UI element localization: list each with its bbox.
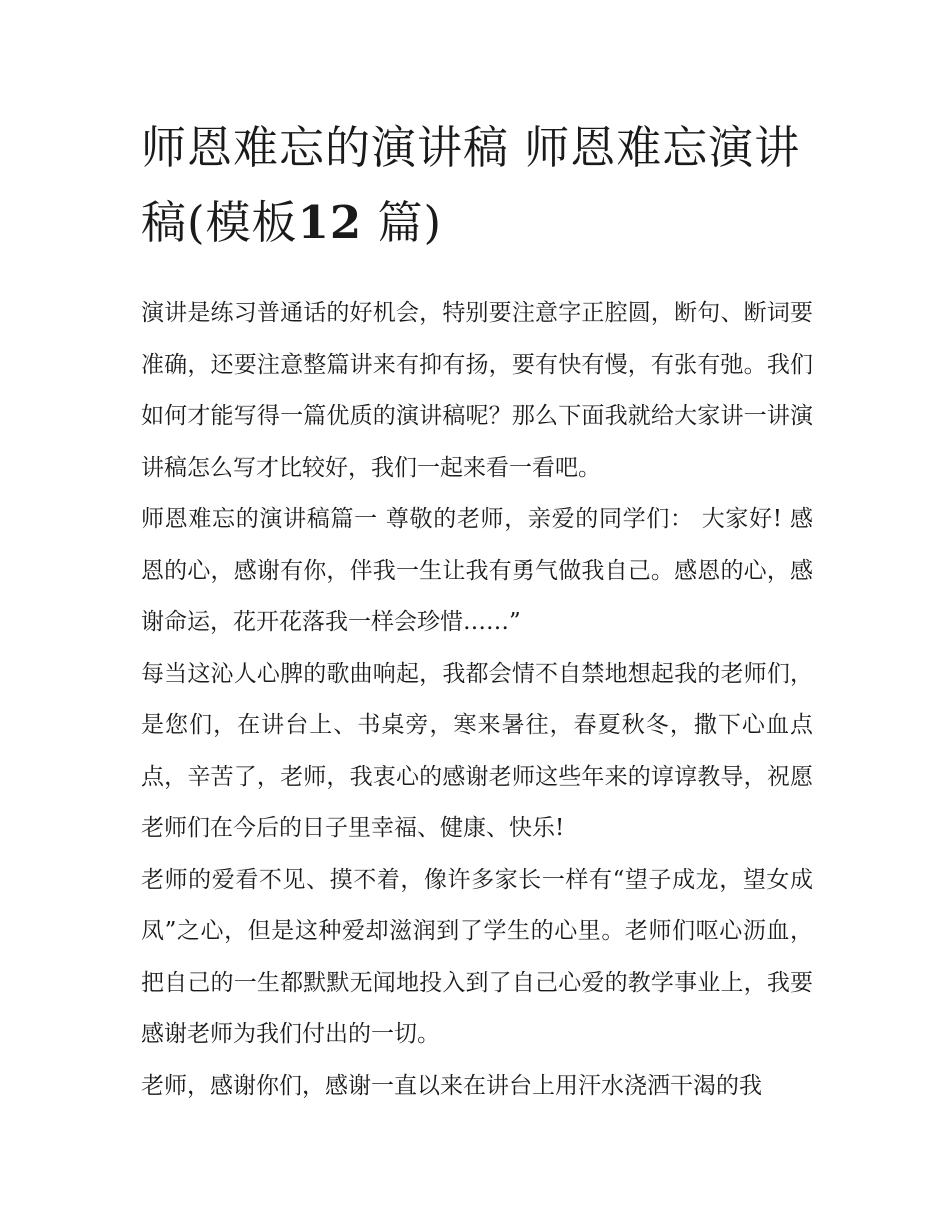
paragraph-song: 每当这沁人心脾的歌曲响起，我都会情不自禁地想起我的老师们，是您们，在讲台上、书桌旁，寒来暑往，春夏秋冬，撒下心血点点，辛苦了，老师，我衷心的感谢老师这些年来的谆谆教导，祝愿老师们在今后的日子里幸福、健康、快乐! <box>141 660 813 841</box>
paragraph-teacher-love: 老师的爱看不见、摸不着，像许多家长一样有“望子成龙，望女成凤”之心，但是这种爱却滋润到了学生的心里。老师们呕心沥血，把自己的一生都默默无闻地投入到了自己心爱的教学事业上，我要感谢老师为我们付出的一切。 <box>141 866 813 1047</box>
title-text-part2: 篇) <box>377 196 443 249</box>
document-content <box>141 110 813 1112</box>
document-title <box>141 110 813 260</box>
paragraph-thanks: 老师，感谢你们，感谢一直以来在讲台上用汗水浇洒干渴的我 <box>141 1072 762 1099</box>
title-number: 12 <box>297 196 363 249</box>
paragraph-greeting: 师恩难忘的演讲稿篇一 尊敬的老师，亲爱的同学们： 大家好! 感恩的心，感谢有你，伴我一生让我有勇气做我自己。感恩的心，感谢命运，花开花落我一样会珍惜……” <box>141 506 813 635</box>
title-text-part1: 师恩难忘的演讲稿 师恩难忘演讲稿(模板 <box>141 121 801 249</box>
paragraph-intro: 演讲是练习普通话的好机会，特别要注意字正腔圆，断句、断词要准确，还要注意整篇讲来有抑有扬，要有快有慢，有张有弛。我们如何才能写得一篇优质的演讲稿呢？那么下面我就给大家讲一讲演讲稿怎么写才比较好，我们一起来看一看吧。 <box>141 300 813 481</box>
